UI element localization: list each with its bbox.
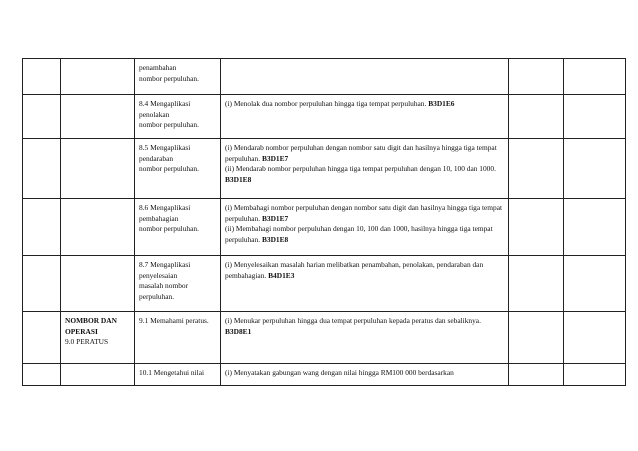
standard-cell [135,59,221,95]
notes-cell [509,59,564,95]
notes-cell [509,139,564,199]
notes-cell [509,95,564,139]
topic-cell [61,95,135,139]
remarks-cell [564,364,626,386]
objective-cell [221,312,509,364]
table-row [23,256,626,312]
table-row [23,59,626,95]
standard-line: 8.7 Mengaplikasi [139,260,191,269]
objective-text: (i) Menyelesaikan masalah harian melibatkan penambahan, penolakan, pendaraban dan pembahagian. [225,260,484,280]
objective-code: B3D1E8 [261,235,289,245]
topic-cell [61,199,135,256]
standard-line: 8.4 Mengaplikasi [139,99,191,108]
standard-line: pendaraban [139,153,174,163]
standard-cell [135,256,221,312]
objective-code: B3D1E7 [261,213,289,223]
table-row [23,199,626,256]
objective-code: B3D1E8 [225,175,252,185]
standard-cell [135,95,221,139]
topic-heading: NOMBOR DAN [65,316,117,325]
standard-line: nombor perpuluhan. [139,73,199,83]
objective-text: (i) Membahagi nombor perpuluhan dengan nombor satu digit dan hasilnya hingga tiga tempat perpuluhan. [225,203,503,223]
table-row [23,95,626,139]
standard-line: nombor perpuluhan. [139,120,199,130]
standard-cell [135,364,221,386]
standard-line: 10.1 Mengetahui nilai [139,368,205,377]
objective-item [225,224,504,245]
objective-cell [221,139,509,199]
standard-cell [135,312,221,364]
topic-heading: OPERASI [65,326,98,336]
objective-code: B3D1E6 [428,99,455,108]
table-row [23,312,626,364]
objective-text: (ii) Membahagi nombor perpuluhan dengan 10, 100 dan 1000, hasilnya hingga tiga tempat perpuluhan. [225,224,493,245]
standard-line: 9.1 Memahami peratus. [139,316,209,325]
topic-cell [61,59,135,95]
objective-item [225,164,504,185]
objective-text: (i) Menukar perpuluhan hingga dua tempat perpuluhan kepada peratus dan sebaliknya. [225,316,481,325]
objective-code: B4D1E3 [268,270,295,280]
objective-code: B3D8E1 [225,326,252,336]
table-row [23,139,626,199]
remarks-cell [564,139,626,199]
objective-text: (i) Menyatakan gabungan wang dengan nilai hingga RM100 000 berdasarkan [225,368,454,377]
standard-line: pembahagian [139,213,179,223]
objective-text: (ii) Mendarab nombor perpuluhan hingga tiga tempat perpuluhan dengan 10, 100 dan 1000. [225,164,496,174]
notes-cell [509,199,564,256]
remarks-cell [564,199,626,256]
objective-item [225,143,504,164]
objective-code: B3D1E7 [261,153,289,163]
notes-cell [509,312,564,364]
remarks-cell [564,312,626,364]
week-cell [23,59,61,95]
objective-item [225,203,504,224]
topic-subheading: 9.0 PERATUS [65,337,109,347]
notes-cell [509,256,564,312]
table-row [23,364,626,386]
week-cell [23,95,61,139]
standard-line: penyelesaian [139,270,178,280]
topic-cell [61,364,135,386]
standard-line: 8.5 Mengaplikasi [139,143,191,152]
topic-cell [61,139,135,199]
week-cell [23,199,61,256]
standard-cell [135,139,221,199]
objective-cell [221,256,509,312]
objective-text: (i) Menolak dua nombor perpuluhan hingga tiga tempat perpuluhan. [225,99,427,108]
notes-cell [509,364,564,386]
remarks-cell [564,256,626,312]
objective-cell [221,59,509,95]
topic-cell [61,256,135,312]
objective-cell [221,95,509,139]
topic-cell [61,312,135,364]
standard-line: penolakan [139,109,170,119]
objective-text: (i) Mendarab nombor perpuluhan dengan nombor satu digit dan hasilnya hingga tiga tempat perpuluhan. [225,143,497,163]
standard-line: penambahan [139,63,177,72]
week-cell [23,139,61,199]
week-cell [23,256,61,312]
standard-line: masalah nombor [139,281,189,291]
week-cell [23,312,61,364]
objective-cell [221,364,509,386]
remarks-cell [564,59,626,95]
standard-line: nombor perpuluhan. [139,164,199,174]
standard-line: nombor perpuluhan. [139,224,199,234]
remarks-cell [564,95,626,139]
standard-line: 8.6 Mengaplikasi [139,203,191,212]
week-cell [23,364,61,386]
standard-line: perpuluhan. [139,292,175,302]
syllabus-table [22,58,626,386]
objective-cell [221,199,509,256]
standard-cell [135,199,221,256]
